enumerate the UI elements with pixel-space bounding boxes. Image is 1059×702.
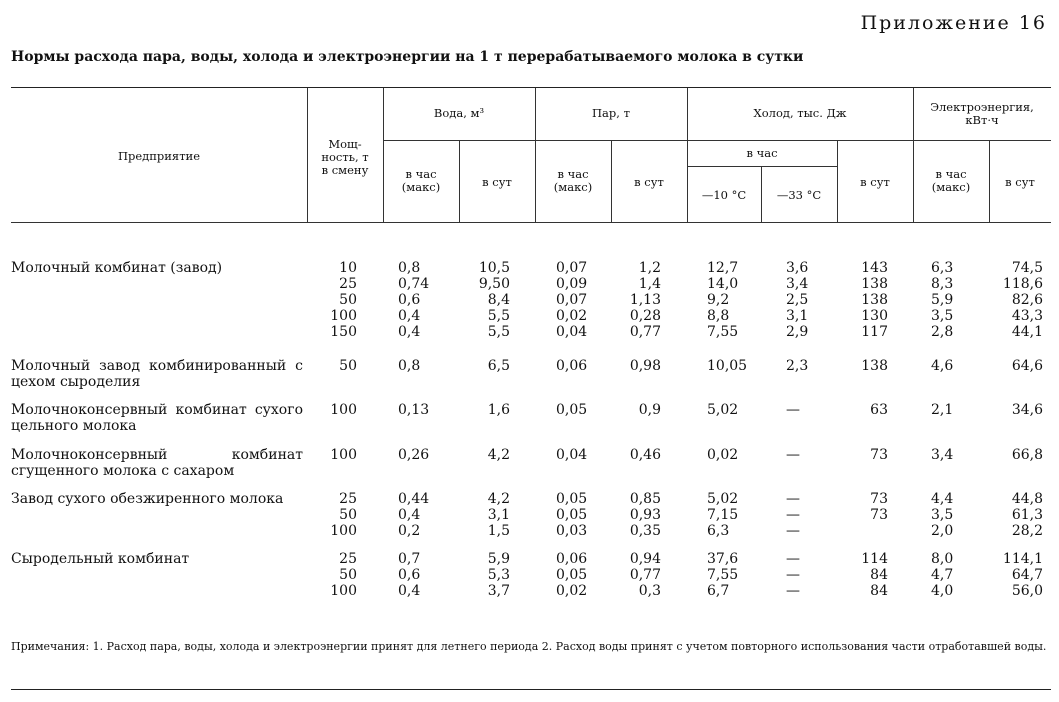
column-el-hour bbox=[931, 447, 953, 463]
table-cell: — bbox=[786, 402, 800, 418]
table-cell: 8,8 bbox=[707, 308, 730, 324]
table-cell: 1,6 bbox=[487, 402, 510, 418]
table-cell: 50 bbox=[339, 358, 357, 374]
table-cell: 4,2 bbox=[487, 447, 510, 463]
column-steam-day bbox=[630, 447, 661, 463]
table-cell: 138 bbox=[861, 276, 888, 292]
column-steam-hour bbox=[556, 491, 587, 539]
table-cell: 0,93 bbox=[629, 507, 661, 523]
column-water-hour bbox=[398, 402, 429, 418]
table-cell: 100 bbox=[330, 402, 357, 418]
table-cell: 0,6 bbox=[398, 567, 421, 583]
table-cell: 0,74 bbox=[398, 276, 430, 292]
table-cell: 74,5 bbox=[1011, 260, 1043, 276]
table-cell: 0,44 bbox=[398, 491, 430, 507]
column-steam-day bbox=[630, 491, 661, 539]
column-el-day bbox=[1012, 491, 1043, 539]
column-el-hour bbox=[931, 491, 953, 539]
column-cold-m10 bbox=[707, 358, 747, 374]
table-cell: 7,55 bbox=[707, 324, 739, 340]
table-cell: 25 bbox=[339, 276, 357, 292]
column-cold-m10 bbox=[707, 402, 738, 418]
table-cell: 0,26 bbox=[398, 447, 430, 463]
table-cell: — bbox=[786, 551, 800, 567]
table-title: Нормы расхода пара, воды, холода и электроэнергии на 1 т перерабатываемого молока в сутки bbox=[11, 49, 804, 65]
table-cell: — bbox=[786, 583, 800, 599]
column-el-day bbox=[1003, 260, 1043, 340]
table-cell: 56,0 bbox=[1011, 583, 1043, 599]
table-cell: 150 bbox=[330, 324, 357, 340]
table-cell: 4,4 bbox=[931, 491, 954, 507]
table-cell: 73 bbox=[870, 507, 888, 523]
table-cell: 0,7 bbox=[398, 551, 421, 567]
table-cell: 84 bbox=[870, 583, 888, 599]
table-cell: 7,55 bbox=[707, 567, 739, 583]
table-cell: 9,50 bbox=[478, 276, 510, 292]
table-cell: 66,8 bbox=[1011, 447, 1043, 463]
column-cold-m33 bbox=[786, 491, 800, 539]
table-cell: 3,1 bbox=[487, 507, 510, 523]
table-cell: 44,8 bbox=[1011, 491, 1043, 507]
enterprise-name: Сыродельный комбинат bbox=[11, 551, 190, 567]
table-cell: 44,1 bbox=[1011, 324, 1043, 340]
column-capacity bbox=[330, 402, 357, 418]
table-cell: 4,2 bbox=[487, 491, 510, 507]
header-enterprise: Предприятие bbox=[117, 149, 201, 163]
table-cell: 7,15 bbox=[707, 507, 739, 523]
column-el-day bbox=[1003, 551, 1043, 599]
column-el-day bbox=[1012, 358, 1043, 374]
table-cell: 6,5 bbox=[487, 358, 510, 374]
column-steam-day bbox=[630, 260, 661, 340]
header-cold: Холод, тыс. Дж bbox=[753, 106, 847, 120]
table-cell: 2,8 bbox=[931, 324, 954, 340]
table-cell: 0,4 bbox=[398, 308, 421, 324]
table-cell: 3,7 bbox=[487, 583, 510, 599]
column-cold-day bbox=[861, 260, 888, 340]
table-cell: 2,9 bbox=[786, 324, 809, 340]
column-steam-day bbox=[630, 551, 661, 599]
enterprise-name: Молочный завод комбинированный с цехом сыроделия bbox=[11, 358, 303, 390]
table-cell: 0,02 bbox=[556, 308, 588, 324]
table-cell: 0,07 bbox=[556, 292, 588, 308]
table-cell: 100 bbox=[330, 308, 357, 324]
table-cell: 3,4 bbox=[786, 276, 809, 292]
header-capacity: Мощ- ность, т в смену bbox=[321, 137, 369, 177]
table-cell: 0,02 bbox=[556, 583, 588, 599]
table-cell: 34,6 bbox=[1011, 402, 1043, 418]
table-cell: 0,05 bbox=[556, 507, 588, 523]
table-cell: — bbox=[786, 491, 800, 507]
enterprise-name: Молочноконсервный комбинат сгущенного молока с сахаром bbox=[11, 447, 303, 479]
table-cell: 5,5 bbox=[487, 324, 510, 340]
column-cold-day bbox=[870, 447, 888, 463]
header-cold-m33: —33 °С bbox=[776, 188, 822, 202]
column-capacity bbox=[330, 551, 357, 599]
column-steam-day bbox=[639, 402, 661, 418]
table-cell bbox=[870, 523, 888, 539]
column-water-hour bbox=[398, 260, 429, 340]
table-cell: 0,85 bbox=[629, 491, 661, 507]
table-cell: 0,4 bbox=[398, 583, 421, 599]
column-water-day bbox=[488, 551, 510, 599]
header-water-hour: в час (макс) bbox=[401, 167, 441, 194]
header-cold-m10: —10 °С bbox=[701, 188, 747, 202]
table-cell: 6,7 bbox=[707, 583, 730, 599]
table-cell: — bbox=[786, 507, 800, 523]
table-cell: 0,9 bbox=[638, 402, 661, 418]
header-cold-day: в сут bbox=[860, 175, 890, 189]
table-cell: 0,07 bbox=[556, 260, 588, 276]
table-cell: 25 bbox=[339, 551, 357, 567]
table-cell: 130 bbox=[861, 308, 888, 324]
table-cell: 5,9 bbox=[931, 292, 954, 308]
table-cell: 0,03 bbox=[556, 523, 588, 539]
table-cell: 0,3 bbox=[638, 583, 661, 599]
appendix-label: Приложение 16 bbox=[860, 12, 1047, 34]
column-capacity bbox=[330, 491, 357, 539]
table-cell: 10 bbox=[339, 260, 357, 276]
table-note: Примечания: 1. Расход пара, воды, холода и электроэнергии принят для летнего периода 2. Расход воды принят с учетом повторного использования части отработавшей воды. bbox=[11, 640, 1047, 653]
column-cold-m33 bbox=[786, 447, 800, 463]
table-cell: 0,4 bbox=[398, 507, 421, 523]
column-water-day bbox=[488, 491, 510, 539]
column-capacity bbox=[330, 447, 357, 463]
enterprise-name: Молочноконсервный комбинат сухого цельного молока bbox=[11, 402, 303, 434]
column-cold-m33 bbox=[786, 358, 808, 374]
column-el-hour bbox=[931, 402, 953, 418]
table-cell: 6,3 bbox=[931, 260, 954, 276]
table-cell: 0,98 bbox=[629, 358, 661, 374]
column-el-hour bbox=[931, 551, 953, 599]
column-steam-day bbox=[630, 358, 661, 374]
table-cell: 118,6 bbox=[1002, 276, 1043, 292]
column-water-day bbox=[488, 402, 510, 418]
table-cell: 0,8 bbox=[398, 358, 421, 374]
header-water-day: в сут bbox=[482, 175, 512, 189]
table-cell: 37,6 bbox=[707, 551, 739, 567]
column-el-day bbox=[1012, 447, 1043, 463]
table-cell: 3,6 bbox=[786, 260, 809, 276]
column-cold-m33 bbox=[786, 402, 800, 418]
column-cold-m10 bbox=[707, 551, 738, 599]
table-cell: 3,5 bbox=[931, 507, 954, 523]
table-cell: 0,05 bbox=[556, 402, 588, 418]
column-capacity bbox=[339, 358, 357, 374]
table-cell: 73 bbox=[870, 447, 888, 463]
header-el-hour: в час (макс) bbox=[931, 167, 971, 194]
table-cell: 5,9 bbox=[487, 551, 510, 567]
header-mid-rule bbox=[383, 140, 1051, 141]
column-water-hour bbox=[398, 551, 420, 599]
column-capacity bbox=[330, 260, 357, 340]
table-cell: 5,5 bbox=[487, 308, 510, 324]
header-bottom-rule bbox=[11, 222, 1051, 223]
table-cell: 50 bbox=[339, 507, 357, 523]
table-cell: 1,2 bbox=[638, 260, 661, 276]
table-cell: 143 bbox=[861, 260, 888, 276]
header-top-rule bbox=[11, 87, 1051, 88]
table-cell: 1,5 bbox=[487, 523, 510, 539]
header-steam: Пар, т bbox=[592, 106, 630, 120]
table-cell: 138 bbox=[861, 358, 888, 374]
table-cell: 5,3 bbox=[487, 567, 510, 583]
table-cell: 0,28 bbox=[629, 308, 661, 324]
column-cold-day bbox=[861, 358, 888, 374]
table-cell: 14,0 bbox=[707, 276, 739, 292]
column-water-day bbox=[488, 358, 510, 374]
table-cell: 25 bbox=[339, 491, 357, 507]
table-cell: 63 bbox=[870, 402, 888, 418]
table-cell: 100 bbox=[330, 523, 357, 539]
header-cold-rule bbox=[687, 166, 837, 167]
table-cell: 9,2 bbox=[707, 292, 730, 308]
column-cold-day bbox=[870, 402, 888, 418]
table-cell: 61,3 bbox=[1011, 507, 1043, 523]
column-water-day bbox=[488, 447, 510, 463]
table-cell: — bbox=[786, 523, 800, 539]
table-cell: 6,3 bbox=[707, 523, 730, 539]
table-cell: 2,0 bbox=[931, 523, 954, 539]
column-water-hour bbox=[398, 447, 429, 463]
table-cell: 0,77 bbox=[629, 324, 661, 340]
table-cell: 3,5 bbox=[931, 308, 954, 324]
column-el-hour bbox=[931, 260, 953, 340]
table-cell: 0,13 bbox=[398, 402, 430, 418]
column-el-day bbox=[1012, 402, 1043, 418]
column-cold-m10 bbox=[707, 491, 738, 539]
table-cell: 50 bbox=[339, 567, 357, 583]
table-cell: 100 bbox=[330, 583, 357, 599]
table-cell: 4,0 bbox=[931, 583, 954, 599]
table-cell: 0,06 bbox=[556, 358, 588, 374]
column-el-hour bbox=[931, 358, 953, 374]
table-cell: 2,1 bbox=[931, 402, 954, 418]
column-cold-m10 bbox=[707, 447, 738, 463]
table-cell: 117 bbox=[861, 324, 888, 340]
table-cell: 0,02 bbox=[707, 447, 739, 463]
column-steam-hour bbox=[556, 260, 587, 340]
column-steam-hour bbox=[556, 358, 587, 374]
enterprise-name: Завод сухого обезжиренного молока bbox=[11, 491, 284, 507]
table-cell: 0,77 bbox=[629, 567, 661, 583]
table-cell: — bbox=[786, 447, 800, 463]
table-cell: 8,3 bbox=[931, 276, 954, 292]
table-cell: 0,4 bbox=[398, 324, 421, 340]
table-cell: 1,13 bbox=[629, 292, 661, 308]
table-cell: 84 bbox=[870, 567, 888, 583]
column-steam-hour bbox=[556, 447, 587, 463]
table-cell: 10,5 bbox=[478, 260, 510, 276]
table-cell: 12,7 bbox=[707, 260, 739, 276]
table-cell: 5,02 bbox=[707, 402, 739, 418]
table-cell: 0,04 bbox=[556, 324, 588, 340]
header-steam-hour: в час (макс) bbox=[553, 167, 593, 194]
column-steam-hour bbox=[556, 551, 587, 599]
column-cold-day bbox=[870, 491, 888, 539]
table-cell: 0,94 bbox=[629, 551, 661, 567]
table-cell: 0,8 bbox=[398, 260, 421, 276]
table-cell: 50 bbox=[339, 292, 357, 308]
table-cell: 4,7 bbox=[931, 567, 954, 583]
header-water: Вода, м³ bbox=[433, 106, 485, 120]
table-cell: 0,09 bbox=[556, 276, 588, 292]
column-cold-m33 bbox=[786, 260, 808, 340]
column-water-hour bbox=[398, 358, 420, 374]
table-cell: 0,2 bbox=[398, 523, 421, 539]
header-electricity: Электроэнергия, кВт·ч bbox=[930, 100, 1034, 127]
table-cell: 0,05 bbox=[556, 491, 588, 507]
enterprise-name: Молочный комбинат (завод) bbox=[11, 260, 223, 276]
table-cell: 0,46 bbox=[629, 447, 661, 463]
column-cold-day bbox=[861, 551, 888, 599]
table-cell: 1,4 bbox=[638, 276, 661, 292]
column-cold-m10 bbox=[707, 260, 738, 340]
column-water-hour bbox=[398, 491, 429, 539]
table-cell: 114,1 bbox=[1002, 551, 1043, 567]
table-cell: 0,05 bbox=[556, 567, 588, 583]
table-cell: 2,3 bbox=[786, 358, 809, 374]
table-cell: 64,7 bbox=[1011, 567, 1043, 583]
table-cell: 64,6 bbox=[1011, 358, 1043, 374]
table-cell: 10,05 bbox=[707, 358, 748, 374]
table-cell: 0,35 bbox=[629, 523, 661, 539]
column-cold-m33 bbox=[786, 551, 800, 599]
table-cell: 3,4 bbox=[931, 447, 954, 463]
table-cell: — bbox=[786, 567, 800, 583]
table-cell: 5,02 bbox=[707, 491, 739, 507]
bottom-rule bbox=[11, 689, 1051, 690]
table-cell: 100 bbox=[330, 447, 357, 463]
table-cell: 114 bbox=[861, 551, 888, 567]
table-cell: 8,0 bbox=[931, 551, 954, 567]
table-cell: 4,6 bbox=[931, 358, 954, 374]
header-steam-day: в сут bbox=[634, 175, 664, 189]
table-cell: 0,04 bbox=[556, 447, 588, 463]
column-water-day bbox=[479, 260, 510, 340]
header-el-day: в сут bbox=[1005, 175, 1035, 189]
table-cell: 73 bbox=[870, 491, 888, 507]
table-cell: 28,2 bbox=[1011, 523, 1043, 539]
column-steam-hour bbox=[556, 402, 587, 418]
table-cell: 0,6 bbox=[398, 292, 421, 308]
table-cell: 8,4 bbox=[487, 292, 510, 308]
table-cell: 2,5 bbox=[786, 292, 809, 308]
table-cell: 3,1 bbox=[786, 308, 809, 324]
table-cell: 138 bbox=[861, 292, 888, 308]
table-cell: 43,3 bbox=[1011, 308, 1043, 324]
table-cell: 0,06 bbox=[556, 551, 588, 567]
table-cell: 82,6 bbox=[1011, 292, 1043, 308]
header-cold-hour: в час bbox=[746, 146, 778, 160]
